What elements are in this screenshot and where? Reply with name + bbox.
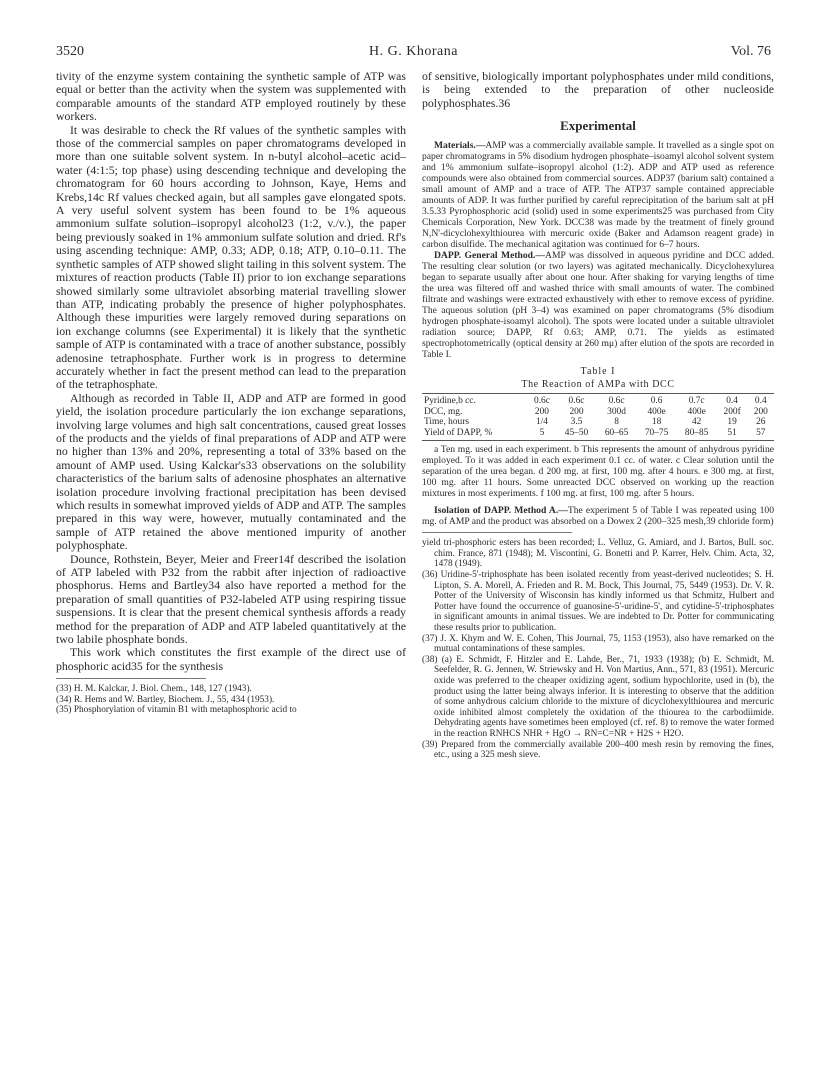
table-cell: 1/4 — [535, 417, 548, 428]
isolation-paragraph — [422, 505, 774, 527]
run-in-heading: Isolation of DAPP. Method A.— — [434, 505, 568, 517]
paragraph: Although as recorded in Table II, ADP and ATP are formed in good yield, the isolation procedure particularly the ion exchange separations, involving large volumes and high salt concentrations, caused great losses of the products and the yields of final preparations of ADP and ATP were no higher than 13% and 20%, representing a total of 33% based on the amount of AMP used. Using Kalckar's33 observations on the solubility characteristics of the barium salts of adenosine phosphates an alternative isolation procedure involving fractional precipitation has been devised which results in somewhat improved yields of ADP and ATP. The samples prepared in this way were, however, mutually contaminated and the sample of ATP retained the above mentioned impurity of another polyphosphate. — [56, 390, 406, 553]
footnote: (37) J. X. Khym and W. E. Cohen, This Journal, 75, 1153 (1953), also have remarked on the mutual contaminations of these samples. — [422, 633, 774, 655]
right-column — [422, 70, 774, 761]
table-cell: 0.7c — [677, 394, 717, 407]
data-table — [422, 393, 774, 441]
table-cell: 80–85 — [677, 428, 717, 441]
paragraph-text: The experiment 5 of Table I was repeated using 100 mg. of AMP and the product was absorbed on a Dowex 2 (200–325 mesh,39 chloride form) — [422, 505, 774, 528]
table-cell: 0.6c — [597, 394, 637, 407]
volume-label: Vol. 76 — [730, 44, 771, 59]
table-title: Table I — [580, 366, 616, 378]
table-row — [422, 394, 774, 407]
footnote: (39) Prepared from the commercially available 200–400 mesh resin by removing the fines, etc., using a 325 mesh sieve. — [422, 739, 774, 761]
table-cell: 19 — [727, 417, 737, 428]
table-caption: The Reaction of AMPa with DCC — [521, 379, 675, 391]
table-cell: 3.5 — [570, 417, 583, 428]
dapp-paragraph — [422, 250, 774, 360]
table-cell: 51 — [717, 428, 748, 441]
footnote: (34) R. Hems and W. Bartley, Biochem. J., 55, 434 (1953). — [56, 694, 275, 705]
paragraph: This work which constitutes the first example of the direct use of phosphoric acid35 for the synthesis — [56, 645, 406, 673]
row-label: Pyridine,b cc. — [422, 394, 527, 407]
table-cell: 5 — [527, 428, 556, 441]
run-in-heading: Materials.— — [434, 140, 486, 152]
table-cell: 60–65 — [597, 428, 637, 441]
footnote: (33) H. M. Kalckar, J. Biol. Chem., 148, 127 (1943). — [56, 684, 252, 695]
paragraph-text: AMP was dissolved in aqueous pyridine and DCC added. The resulting clear solution (or two layers) was agitated mechanically. Dicyclohexylurea began to separate usually after about one hour. After shaking for varying lengths of time the urea was filtered off and washed thrice with small amounts of water. The combined filtrate and washings were extracted exhaustively with ether to remove excess of pyridine. The aqueous solution (pH 3–4) was examined on paper chromatograms (5% disodium hydrogen phosphate-isoamyl alcohol). The spots were located under a suitable ultraviolet radiation source; DAPP, Rf 0.63; AMP, 0.71. The yields as estimated spectrophotometrically (optical density at 260 mμ) after elution of the spots are recorded in Table I. — [422, 250, 774, 361]
paragraph: of sensitive, biologically important polyphosphates under mild conditions, is being extended to the preparation of other nucleoside polyphosphates.36 — [422, 69, 774, 110]
running-author: H. G. Khorana — [369, 44, 458, 59]
table-cell: 0.6c — [556, 394, 596, 407]
footnote: yield tri-phosphoric esters has been recorded; L. Velluz, G. Amiard, and J. Bartos, Bull. soc. chim. France, 871 (1948); M. Viscontini, G. Bonetti and P. Karrer, Helv. Chim. Acta, 32, 1478 (1949). — [422, 538, 774, 570]
row-label: DCC, mg. — [424, 406, 463, 417]
table-cell: 200 — [569, 406, 584, 417]
table-cell: 200 — [753, 406, 768, 417]
section-title: Experimental — [560, 118, 636, 134]
table-cell: 57 — [748, 428, 774, 441]
table-cell: 70–75 — [637, 428, 677, 441]
table-row — [422, 417, 774, 428]
footnote: (38) (a) E. Schmidt, F. Hitzler and E. Lahde, Ber., 71, 1933 (1938); (b) E. Schmidt, M. Seefelder, R. G. Jennen, W. Striewsky and H. Von Martius, Ann., 571, 83 (1951). Mercuric oxide was preferred to the cheaper oxidizing agent, sodium hypochlorite, used in (b), the product using the latter being always inferior. It is interesting to observe that the addition of some anhydrous calcium chloride to the mixture of dicyclohexylthiourea and mercuric oxide inhibited almost completely the oxidation of the thiourea to the carbodiimide. Dehydrating agents have sometimes been employed (cf. ref. 8) to remove the water formed in the reaction RNHCS NHR + HgO → RN=C=NR + H2S + H2O. — [422, 654, 774, 739]
table-cell: 26 — [756, 417, 766, 428]
table-cell: 0.4 — [717, 394, 748, 407]
page-number: 3520 — [56, 44, 84, 59]
footnote-divider — [422, 532, 572, 533]
table-cell: 200f — [723, 406, 741, 417]
table-row — [422, 428, 774, 441]
row-label: Yield of DAPP, % — [422, 428, 527, 441]
table-cell: 400e — [687, 406, 706, 417]
paragraph: It was desirable to check the Rf values of the synthetic samples with those of the commercial samples on paper chromatograms developed in more than one suitable solvent system. In n-butyl alcohol–acetic acid–water (4:1:5; top phase) using descending technique and developing the chromatogram for 60 hours according to Johnson, Kaye, Hems and Krebs,14c Rf values checked again, but all samples gave elongated spots. A very useful solvent system has been found to be 1% aqueous ammonium sulfate solution–isopropyl alcohol23 (1:2, v./v.), the paper being previously soaked in 1% ammonium sulfate solution and dried. Rf's using ascending technique: AMP, 0.33; ADP, 0.18; ATP, 0.10–0.11. The synthetic samples of ATP showed slight tailing in this solvent system. The mixtures of reaction products (Table II) prior to ion exchange separations showed similarly some ultraviolet absorbing material travelling slower than ATP, indicating probably the presence of higher polyphosphates. Although these impurities were largely removed during separations on ion exchange columns (see Experimental) it is likely that the synthetic sample of ATP is contaminated with a trace of another substance, possibly adenosine tetraphosphate. Further work is in progress to determine accurately whether in fact the present method can lead to the preparation of the tetraphosphate. — [56, 122, 406, 392]
table-cell: 200 — [534, 406, 549, 417]
paragraph: tivity of the enzyme system containing the synthetic sample of ATP was equal or better than the activity when the system was supplemented with comparable amounts of the standard ATP employed routinely by these workers. — [56, 69, 406, 124]
table-cell: 0.4 — [748, 394, 774, 407]
table-notes: a Ten mg. used in each experiment. b This represents the amount of anhydrous pyridine employed. To it was added in each experiment 0.1 cc. of water. c Clear solution until the separation of the urea began. d 200 mg. at first, 100 mg. after 4 hours. e 300 mg. at first, 100 mg. after 11 hours. Some unreacted DCC observed on working up the reaction mixtures in most experiments. f 100 mg. at first, 100 mg. after 5 hours. — [422, 444, 774, 500]
footnote: (36) Uridine-5'-triphosphate has been isolated recently from yeast-derived nucleotides; S. H. Lipton, S. A. Morell, A. Frieden and R. M. Bock, This Journal, 75, 5449 (1953). Dr. V. R. Potter of the University of Wisconsin has kindly informed us that Schmitz, Hulbert and Potter have found the occurrence of guanosine-5'-uridine-5', and cytidine-5'-triphosphates in significant amounts in animal tissues. We are indebted to Dr. Potter for communicating these results prior to publication. — [422, 570, 774, 633]
table-cell: 45–50 — [556, 428, 596, 441]
left-column — [56, 70, 406, 716]
paragraph-text: AMP was a commercially available sample. It travelled as a single spot on paper chromatograms in 5% disodium hydrogen phosphate–isoamyl alcohol solvent system and 1% ammonium sulfate–isopropyl alcohol (1:2). ADP and ATP used as reference compounds were also obtained from commercial sources. ADP37 (barium salt) contained a small amount of AMP and a trace of ATP. The ATP37 sample contained appreciable amounts of ADP. It was further purified by careful reprecipitation of the barium salt at pH 3.5.33 Pyrophosphoric acid (solid) used in some experiments25 was purchased from City Chemicals Corporation, New York. DCC38 was made by the treatment of finely ground N,N'-dicyclohexylthiourea with mercuric oxide (Baker and Adamson reagent grade) in carbon disulfide. The mechanical agitation was continued for 6–7 hours. — [422, 140, 774, 251]
page-header — [56, 44, 771, 64]
run-in-heading: DAPP. General Method.— — [434, 250, 546, 262]
footnote: (35) Phosphorylation of vitamin B1 with metaphosphoric acid to — [56, 705, 297, 716]
row-label: Time, hours — [424, 417, 469, 428]
footnote-divider — [56, 678, 206, 679]
table-cell: 18 — [651, 417, 662, 428]
table-cell: 8 — [614, 417, 619, 428]
materials-paragraph — [422, 140, 774, 250]
paragraph: Dounce, Rothstein, Beyer, Meier and Freer14f described the isolation of ATP labeled with P32 from the rabbit after injection of radioactive phosphorus. Hems and Bartley34 also have reported a method for the preparation of small quantities of P32-labeled ATP using respiring tissue suspensions. It is clear that the present chemical synthesis affords a ready method for the preparation of ADP and ATP labeled quantitatively at the two labile phosphate bonds. — [56, 551, 406, 647]
table-cell: 0.6 — [637, 394, 677, 407]
table-cell: 0.6c — [527, 394, 556, 407]
table-cell: 400e — [647, 406, 666, 417]
table-row — [422, 407, 774, 418]
table-cell: 300d — [607, 406, 626, 417]
table-cell: 42 — [691, 417, 702, 428]
